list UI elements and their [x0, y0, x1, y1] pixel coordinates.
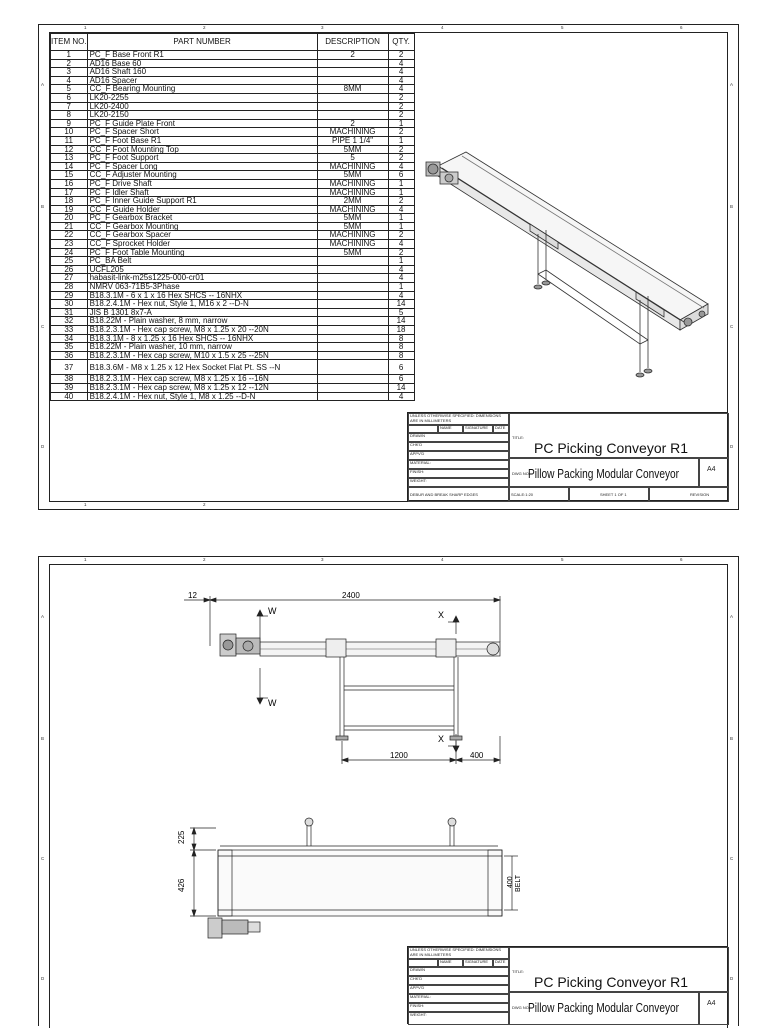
- bom-part-number: CC_F Bearing Mounting: [87, 85, 317, 94]
- bom-qty: 1: [388, 257, 414, 266]
- bom-qty: 2: [388, 93, 414, 102]
- bom-description: 5MM: [317, 222, 388, 231]
- zone-label: 3: [321, 557, 324, 562]
- bom-qty: 4: [388, 68, 414, 77]
- bom-part-number: LK20-2255: [87, 93, 317, 102]
- tb-row-drawn: DRAWN: [408, 967, 509, 976]
- zone-label: B: [41, 736, 45, 741]
- bom-row: [51, 283, 415, 292]
- bom-description: MACHINING: [317, 128, 388, 137]
- isometric-conveyor-view: [418, 144, 723, 384]
- bom-qty: 1: [388, 214, 414, 223]
- drawing-title: PC Picking Conveyor R1: [534, 440, 689, 456]
- bom-item-no: 3: [51, 68, 88, 77]
- bom-description: 5MM: [317, 145, 388, 154]
- bom-part-number: PC_F Inner Guide Support R1: [87, 197, 317, 206]
- bom-item-no: 24: [51, 248, 88, 257]
- dim-belt-label: BELT: [515, 875, 522, 892]
- zone-label: A: [730, 82, 734, 87]
- tb-name-col: NAME: [438, 425, 463, 433]
- bom-item-no: 40: [51, 392, 88, 401]
- tb-row-approved: APPV'D: [408, 451, 509, 460]
- front-elevation-view: [168, 586, 518, 776]
- zone-label: A: [730, 614, 734, 619]
- bom-qty: 6: [388, 360, 414, 375]
- zone-label: 4: [441, 557, 444, 562]
- tb-note: UNLESS OTHERWISE SPECIFIED: DIMENSIONS ARE IN MILLIMETERS: [408, 413, 509, 425]
- tb-row-material: MATERIAL:: [408, 460, 509, 469]
- bom-item-no: 27: [51, 274, 88, 283]
- bom-item-no: 20: [51, 214, 88, 223]
- bom-item-no: 28: [51, 283, 88, 292]
- bom-part-number: B18.3.1M - 8 x 1.25 x 16 Hex SHCS -- 16NHX: [87, 334, 317, 343]
- bom-row: [51, 51, 415, 60]
- bom-qty: 4: [388, 205, 414, 214]
- bom-part-number: B18.2.4.1M - Hex nut, Style 1, M16 x 2 --D-N: [87, 300, 317, 309]
- bom-part-number: PC_F Drive Shaft: [87, 179, 317, 188]
- bom-qty: 4: [388, 59, 414, 68]
- bom-description: 5MM: [317, 214, 388, 223]
- bom-description: 2: [317, 119, 388, 128]
- bom-description: [317, 102, 388, 111]
- tb-deburr: DEBUR AND BREAK SHARP EDGES: [408, 487, 509, 502]
- bom-part-number: B18.2.4.1M - Hex nut, Style 1, M8 x 1.25 --D-N: [87, 392, 317, 401]
- bom-header-row: [51, 34, 415, 51]
- bom-part-number: NMRV 063-71B5-3Phase: [87, 283, 317, 292]
- bom-qty: 5: [388, 308, 414, 317]
- bom-description: MACHINING: [317, 240, 388, 249]
- tb-size: A4: [699, 992, 729, 1025]
- bom-qty: 4: [388, 274, 414, 283]
- bom-qty: 1: [388, 179, 414, 188]
- bom-description: [317, 317, 388, 326]
- bom-part-number: PC_F Guide Plate Front: [87, 119, 317, 128]
- bom-part-number: LK20-2400: [87, 102, 317, 111]
- bom-item-no: 1: [51, 51, 88, 60]
- bom-description: [317, 300, 388, 309]
- tb-revision: REVISION: [649, 487, 729, 502]
- section-w-bottom: W: [268, 698, 277, 708]
- zone-label: 6: [680, 557, 683, 562]
- bom-part-number: PC_F Gearbox Bracket: [87, 214, 317, 223]
- tb-row-finish: FINISH:: [408, 1003, 509, 1012]
- bom-qty: 2: [388, 128, 414, 137]
- bom-description: 5MM: [317, 171, 388, 180]
- bom-qty: 14: [388, 317, 414, 326]
- zone-label: C: [41, 856, 45, 861]
- bom-description: [317, 111, 388, 120]
- tb-dwg-label: DWG NO.: [512, 1005, 530, 1010]
- bom-header-qty: QTY.: [388, 34, 414, 51]
- zone-label: 1: [84, 25, 87, 30]
- bom-header-part: PART NUMBER: [87, 34, 317, 51]
- bom-part-number: AD16 Base 60: [87, 59, 317, 68]
- bom-item-no: 38: [51, 375, 88, 384]
- bom-row: [51, 360, 415, 375]
- bom-description: [317, 68, 388, 77]
- bom-item-no: 2: [51, 59, 88, 68]
- bom-qty: 2: [388, 51, 414, 60]
- bom-qty: 4: [388, 265, 414, 274]
- bom-item-no: 10: [51, 128, 88, 137]
- bom-part-number: B18.3.6M - M8 x 1.25 x 12 Hex Socket Flat Pt. SS --N: [87, 360, 317, 375]
- bom-part-number: CC_F Adjuster Mounting: [87, 171, 317, 180]
- zone-label: B: [41, 204, 45, 209]
- bom-item-no: 36: [51, 351, 88, 360]
- bom-qty: 18: [388, 326, 414, 335]
- bom-qty: 4: [388, 76, 414, 85]
- bom-part-number: B18.3.1M - 6 x 1 x 16 Hex SHCS -- 16NHX: [87, 291, 317, 300]
- bom-item-no: 12: [51, 145, 88, 154]
- bom-item-no: 11: [51, 136, 88, 145]
- bom-row: [51, 351, 415, 360]
- bom-qty: 2: [388, 231, 414, 240]
- zone-label: C: [730, 856, 734, 861]
- bom-qty: 2: [388, 197, 414, 206]
- dim-offset: 12: [188, 591, 197, 600]
- bom-item-no: 4: [51, 76, 88, 85]
- zone-label: 5: [561, 25, 564, 30]
- bom-item-no: 39: [51, 383, 88, 392]
- tb-title-label: TITLE:: [512, 969, 525, 974]
- bom-part-number: PC_F Base Front R1: [87, 51, 317, 60]
- zone-label: D: [730, 976, 734, 981]
- bom-row: [51, 93, 415, 102]
- bom-row: [51, 111, 415, 120]
- bom-part-number: AD16 Spacer: [87, 76, 317, 85]
- bom-header-item: ITEM NO.: [51, 34, 88, 51]
- zone-label: D: [41, 444, 45, 449]
- tb-size: A4: [699, 458, 729, 487]
- tb-signature-col: SIGNATURE: [463, 425, 493, 433]
- bom-part-number: B18.2.3.1M - Hex cap screw, M10 x 1.5 x 25 --25N: [87, 351, 317, 360]
- bom-row: [51, 136, 415, 145]
- zone-label: 5: [561, 557, 564, 562]
- drawing-sheet-2: [38, 556, 739, 1024]
- bom-description: MACHINING: [317, 188, 388, 197]
- bom-item-no: 17: [51, 188, 88, 197]
- bom-item-no: 21: [51, 222, 88, 231]
- bom-row: [51, 154, 415, 163]
- zone-label: B: [730, 736, 734, 741]
- bom-description: MACHINING: [317, 179, 388, 188]
- bom-item-no: 14: [51, 162, 88, 171]
- bom-qty: 4: [388, 392, 414, 401]
- bom-description: 2MM: [317, 197, 388, 206]
- zone-label: D: [730, 444, 734, 449]
- title-block: [407, 412, 728, 501]
- section-x-bottom: X: [438, 734, 445, 744]
- tb-row-drawn: DRAWN: [408, 433, 509, 442]
- bom-item-no: 9: [51, 119, 88, 128]
- tb-note: UNLESS OTHERWISE SPECIFIED: DIMENSIONS ARE IN MILLIMETERS: [408, 947, 509, 959]
- bom-qty: 4: [388, 240, 414, 249]
- bom-item-no: 31: [51, 308, 88, 317]
- bom-item-no: 15: [51, 171, 88, 180]
- bom-qty: 14: [388, 383, 414, 392]
- zone-label: 1: [84, 557, 87, 562]
- bom-qty: 2: [388, 111, 414, 120]
- bom-description: [317, 308, 388, 317]
- bom-part-number: B18.2.3.1M - Hex cap screw, M8 x 1.25 x 20 --20N: [87, 326, 317, 335]
- drawing-sheet-1: [38, 24, 739, 510]
- dim-end-offset: 400: [470, 751, 484, 760]
- bom-row: [51, 179, 415, 188]
- bom-part-number: B18.2.3.1M - Hex cap screw, M8 x 1.25 x 12 --12N: [87, 383, 317, 392]
- drawing-number: Pillow Packing Modular Conveyor: [528, 1000, 680, 1015]
- bom-header-description: DESCRIPTION: [317, 34, 388, 51]
- bom-description: PIPE 1 1/4": [317, 136, 388, 145]
- bom-description: 5MM: [317, 248, 388, 257]
- tb-sheet: SHEET 1 OF 1: [569, 487, 649, 502]
- bom-description: [317, 93, 388, 102]
- tb-row-checked: CHK'D: [408, 976, 509, 985]
- bom-part-number: PC_F Foot Base R1: [87, 136, 317, 145]
- drawing-title: PC Picking Conveyor R1: [534, 974, 689, 990]
- bom-part-number: PC_F Spacer Short: [87, 128, 317, 137]
- bom-description: [317, 326, 388, 335]
- bom-item-no: 16: [51, 179, 88, 188]
- bom-item-no: 33: [51, 326, 88, 335]
- bom-qty: 2: [388, 154, 414, 163]
- bom-part-number: CC_F Guide Holder: [87, 205, 317, 214]
- bom-part-number: UCFL205: [87, 265, 317, 274]
- zone-label: A: [41, 614, 45, 619]
- tb-row-weight: WEIGHT:: [408, 1012, 509, 1025]
- bom-part-number: CC_F Gearbox Mounting: [87, 222, 317, 231]
- bom-part-number: B18.2.3.1M - Hex cap screw, M8 x 1.25 x 16 --16N: [87, 375, 317, 384]
- bom-item-no: 30: [51, 300, 88, 309]
- bom-qty: 4: [388, 162, 414, 171]
- tb-row-approved: APPV'D: [408, 985, 509, 994]
- bom-part-number: PC_F Foot Table Mounting: [87, 248, 317, 257]
- bom-description: [317, 392, 388, 401]
- bom-qty: 2: [388, 102, 414, 111]
- bom-description: [317, 59, 388, 68]
- bom-description: [317, 291, 388, 300]
- bom-qty: 1: [388, 188, 414, 197]
- bom-qty: 8: [388, 334, 414, 343]
- bom-item-no: 6: [51, 93, 88, 102]
- bom-item-no: 25: [51, 257, 88, 266]
- section-w-top: W: [268, 606, 277, 616]
- bom-item-no: 23: [51, 240, 88, 249]
- zone-label: 2: [203, 25, 206, 30]
- tb-row-weight: WEIGHT:: [408, 478, 509, 487]
- bom-description: [317, 375, 388, 384]
- bom-part-number: AD16 Shaft 160: [87, 68, 317, 77]
- bom-part-number: LK20-2150: [87, 111, 317, 120]
- bom-qty: 2: [388, 145, 414, 154]
- tb-scale: SCALE:1:20: [509, 487, 569, 502]
- bom-qty: 1: [388, 136, 414, 145]
- bom-description: MACHINING: [317, 205, 388, 214]
- bom-row: [51, 392, 415, 401]
- tb-row-material: MATERIAL:: [408, 994, 509, 1003]
- bom-description: 2: [317, 51, 388, 60]
- bom-part-number: PC_F Spacer Long: [87, 162, 317, 171]
- zone-label: 2: [203, 502, 206, 507]
- bom-item-no: 34: [51, 334, 88, 343]
- tb-title-label: TITLE:: [512, 435, 525, 440]
- zone-label: C: [41, 324, 45, 329]
- zone-label: 1: [84, 502, 87, 507]
- bom-description: [317, 257, 388, 266]
- dim-foot-spacing: 1200: [390, 751, 408, 760]
- bom-qty: 1: [388, 283, 414, 292]
- bom-description: [317, 274, 388, 283]
- tb-signature-col: SIGNATURE: [463, 959, 493, 967]
- zone-label: A: [41, 82, 45, 87]
- bom-row: [51, 343, 415, 352]
- zone-label: 6: [680, 25, 683, 30]
- tb-blank: [408, 959, 438, 967]
- zone-label: 4: [441, 25, 444, 30]
- bom-qty: 8: [388, 343, 414, 352]
- bom-item-no: 8: [51, 111, 88, 120]
- bom-description: [317, 343, 388, 352]
- bom-description: 8MM: [317, 85, 388, 94]
- bom-qty: 14: [388, 300, 414, 309]
- bom-part-number: JIS B 1301 8x7-A: [87, 308, 317, 317]
- tb-dwg-label: DWG NO.: [512, 471, 530, 476]
- bom-qty: 2: [388, 248, 414, 257]
- bom-qty: 1: [388, 119, 414, 128]
- bom-row: [51, 326, 415, 335]
- tb-name-col: NAME: [438, 959, 463, 967]
- section-x-top: X: [438, 610, 445, 620]
- dim-belt-width: 400: [507, 876, 514, 888]
- bom-item-no: 18: [51, 197, 88, 206]
- bom-qty: 6: [388, 171, 414, 180]
- bom-row: [51, 240, 415, 249]
- bom-part-number: PC_BA Belt: [87, 257, 317, 266]
- bom-item-no: 7: [51, 102, 88, 111]
- bom-row: [51, 383, 415, 392]
- title-block: [407, 946, 728, 1024]
- dim-height-top: 225: [177, 830, 186, 844]
- zone-label: 3: [321, 25, 324, 30]
- bom-description: [317, 334, 388, 343]
- tb-date-col: DATE: [493, 959, 509, 967]
- bom-item-no: 32: [51, 317, 88, 326]
- bom-part-number: habasit-link-m25s1225-000-cr01: [87, 274, 317, 283]
- bom-part-number: CC_F Foot Mounting Top: [87, 145, 317, 154]
- bom-part-number: B18.22M - Plain washer, 10 mm, narrow: [87, 343, 317, 352]
- zone-label: C: [730, 324, 734, 329]
- tb-blank: [408, 425, 438, 433]
- bom-item-no: 29: [51, 291, 88, 300]
- bom-row: [51, 197, 415, 206]
- bom-part-number: PC_F Idler Shaft: [87, 188, 317, 197]
- top-plan-view: [168, 806, 522, 946]
- bom-part-number: CC_F Gearbox Spacer: [87, 231, 317, 240]
- bom-qty: 6: [388, 375, 414, 384]
- bill-of-materials-table: [50, 33, 415, 401]
- bom-description: [317, 383, 388, 392]
- bom-description: MACHINING: [317, 231, 388, 240]
- bom-qty: 1: [388, 222, 414, 231]
- bom-description: [317, 351, 388, 360]
- bom-qty: 4: [388, 85, 414, 94]
- bom-part-number: PC_F Foot Support: [87, 154, 317, 163]
- dim-height-bottom: 426: [177, 878, 186, 892]
- bom-description: [317, 360, 388, 375]
- bom-item-no: 13: [51, 154, 88, 163]
- bom-item-no: 37: [51, 360, 88, 375]
- bom-qty: 8: [388, 351, 414, 360]
- dim-overall-length: 2400: [342, 591, 360, 600]
- bom-item-no: 5: [51, 85, 88, 94]
- tb-row-finish: FINISH:: [408, 469, 509, 478]
- bom-qty: 4: [388, 291, 414, 300]
- bom-row: [51, 68, 415, 77]
- bom-part-number: CC_F Sprocket Holder: [87, 240, 317, 249]
- tb-row-checked: CHK'D: [408, 442, 509, 451]
- bom-item-no: 22: [51, 231, 88, 240]
- bom-item-no: 35: [51, 343, 88, 352]
- bom-part-number: B18.22M - Plain washer, 8 mm, narrow: [87, 317, 317, 326]
- tb-date-col: DATE: [493, 425, 509, 433]
- bom-description: MACHINING: [317, 162, 388, 171]
- bom-description: [317, 265, 388, 274]
- zone-label: D: [41, 976, 45, 981]
- bom-description: 5: [317, 154, 388, 163]
- zone-label: 2: [203, 557, 206, 562]
- drawing-number: Pillow Packing Modular Conveyor: [528, 466, 680, 481]
- zone-label: B: [730, 204, 734, 209]
- bom-item-no: 26: [51, 265, 88, 274]
- bom-description: [317, 283, 388, 292]
- bom-item-no: 19: [51, 205, 88, 214]
